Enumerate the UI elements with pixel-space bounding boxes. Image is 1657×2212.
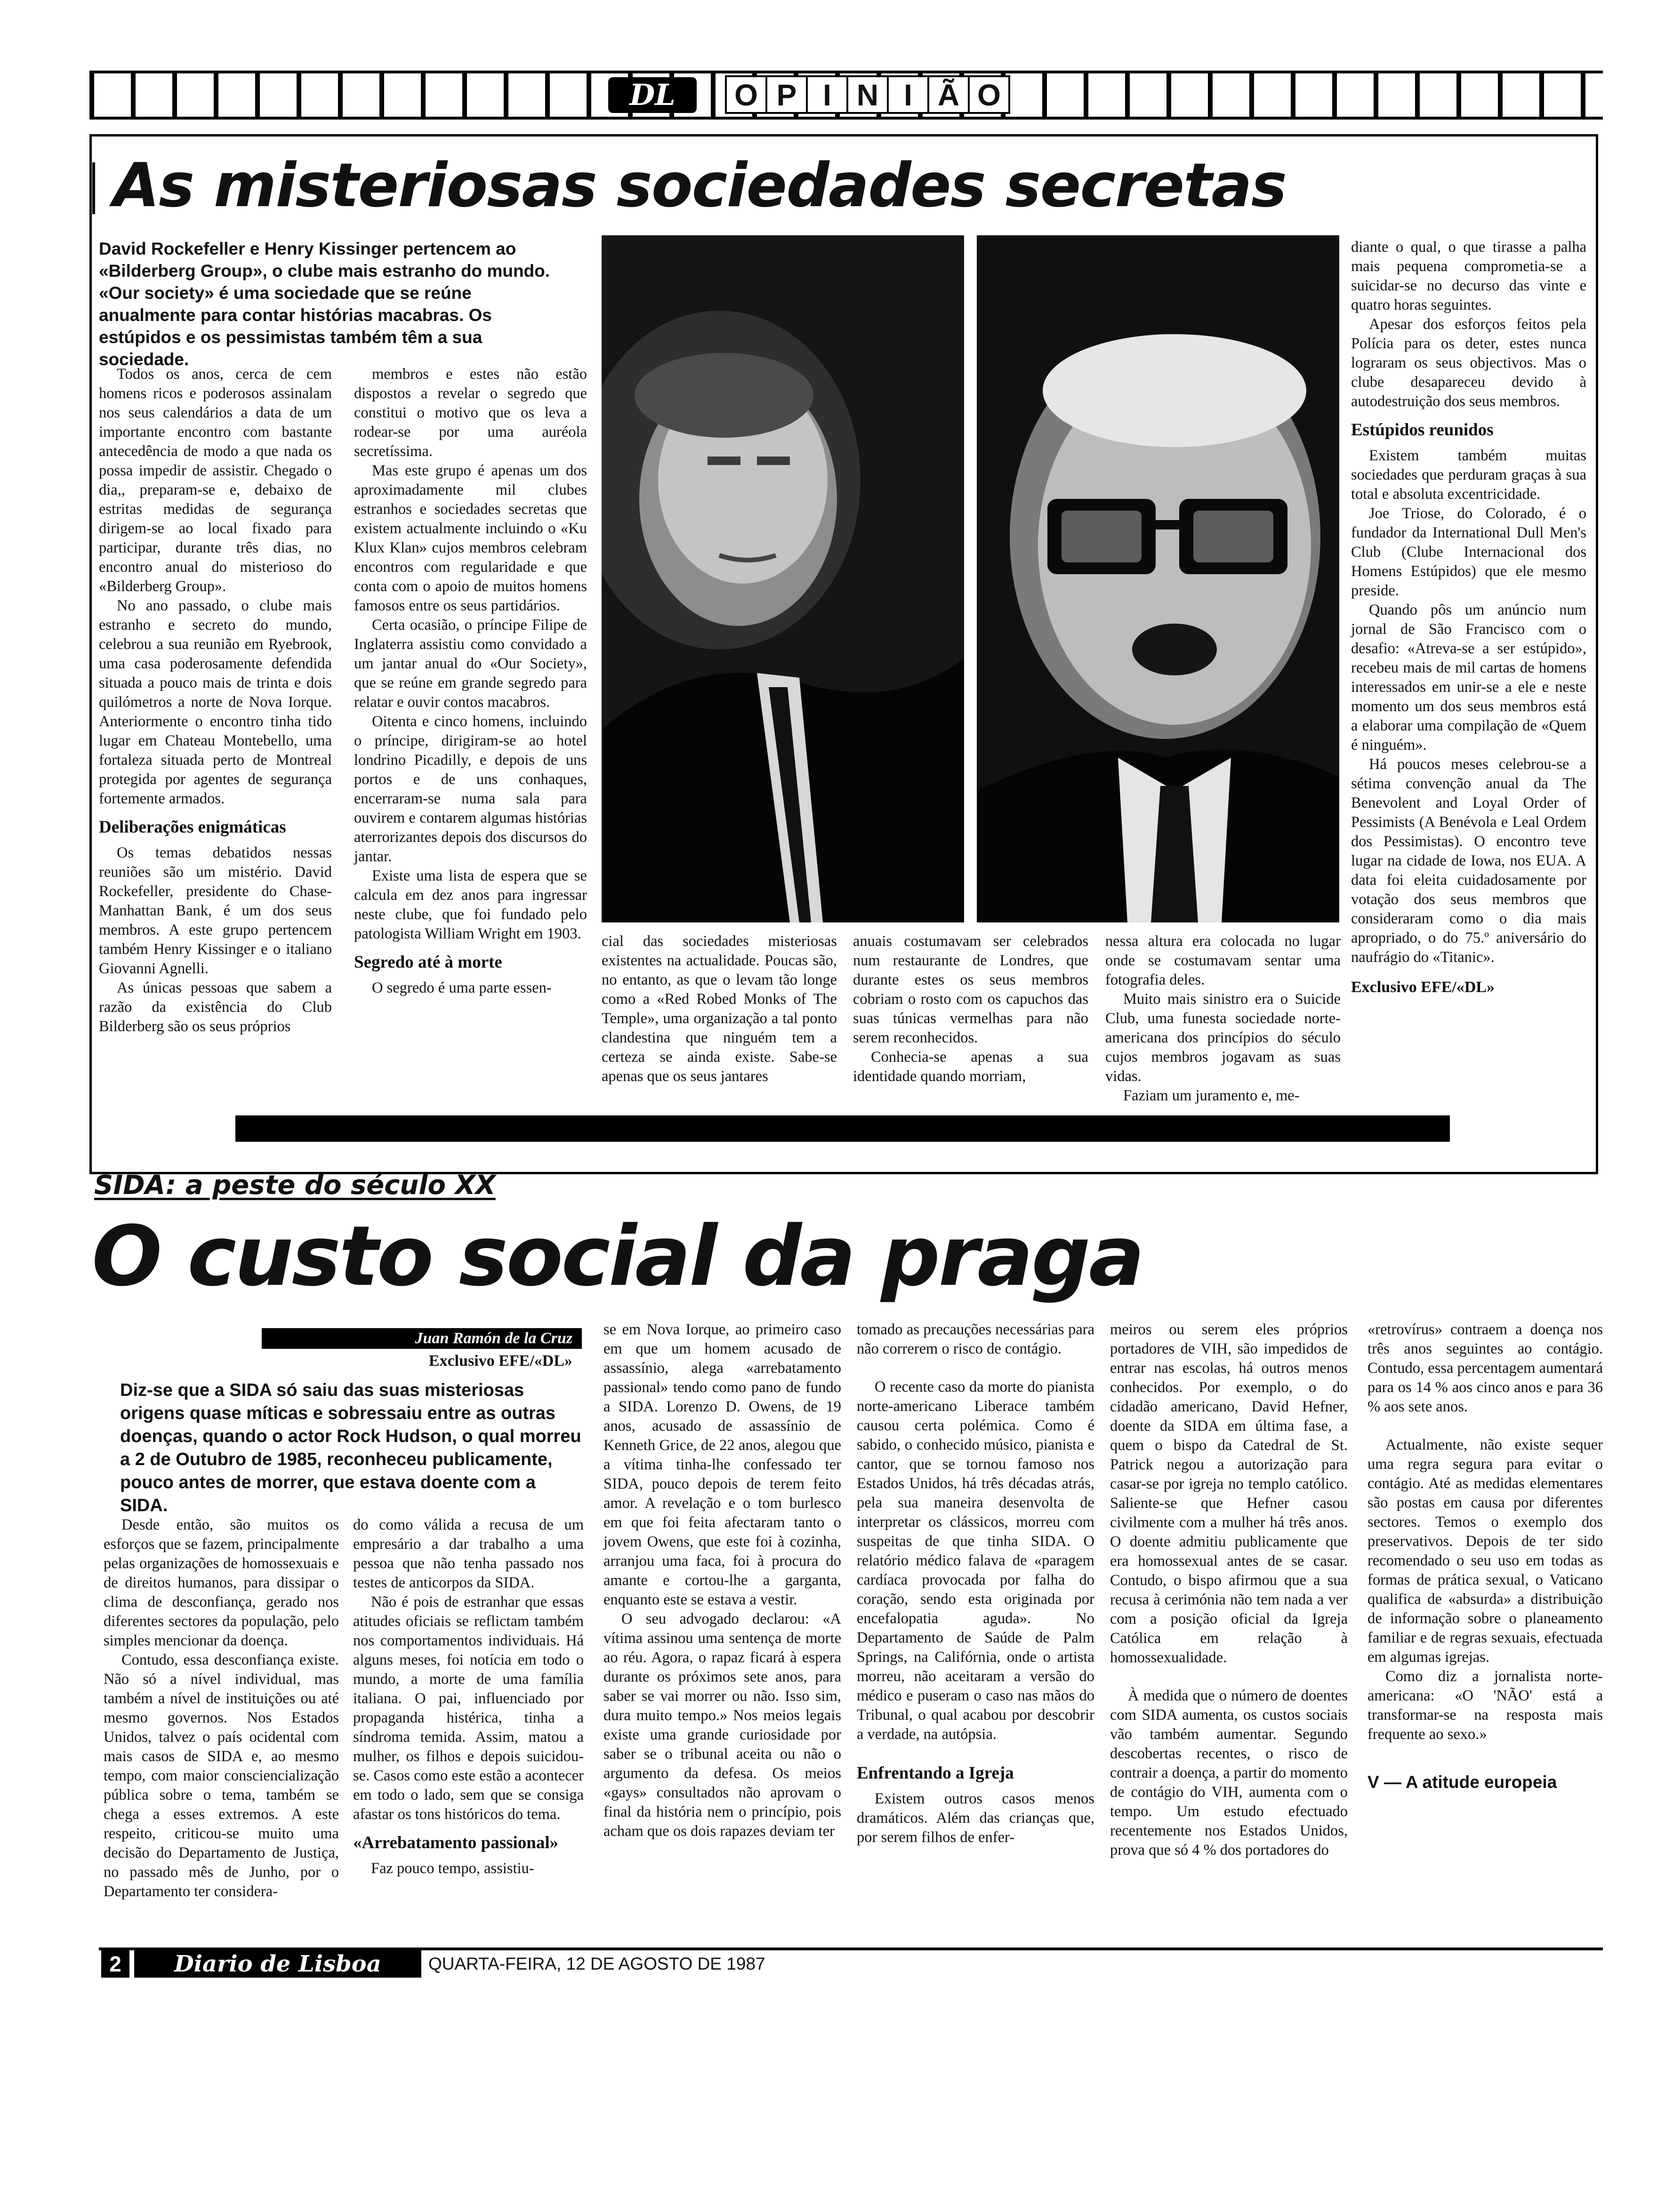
kissinger-portrait-icon xyxy=(977,235,1339,922)
article2-lead: Diz-se que a SIDA só saiu das suas misteriosas origens quase míticas e sobressaiu entre as outras doenças, quando o actor Rock Hudson, o qual morreu a 2 de Outubro de 1985, reconheceu publicamente, pouco antes de morrer, que estava doente com a SIDA. xyxy=(120,1380,581,1515)
paragraph: do como válida a recusa de um empresário a dar trabalho a uma pessoa que não tenha passado nos testes de anticorpos da SIDA. xyxy=(353,1516,584,1591)
byline-author: Juan Ramón de la Cruz xyxy=(415,1330,572,1347)
article2-kicker: SIDA: a peste do século XX xyxy=(94,1170,496,1201)
paragraph: meiros ou serem eles próprios portadores de VIH, são impedidos de entrar nas escolas, há outros menos conhecidos. Por exemplo, o do cidadão americano, David Hefner, doente da SIDA em última fase, a quem o bispo da Catedral de St. Patrick negou a autorização para casar-se por igreja no templo católico. Saliente-se que Hefner casou civilmente com a mulher há três anos. O doente admitiu publicamente que era homossexual antes de se casar. Contudo, o bispo afirmou que a sua recusa à cerimónia não tem nada a ver com a posição oficial da Igreja Católica em relação à homossexualidade. xyxy=(1110,1321,1348,1666)
paragraph: anuais costumavam ser celebrados num restaurante de Londres, que durante estes os seus membros cobriam o rosto com os capuchos das suas túnicas vermelhas para não serem reconhecidos. xyxy=(853,933,1088,1046)
rockefeller-portrait-icon xyxy=(602,235,964,922)
section-letter: Ã xyxy=(927,75,968,114)
paragraph: Desde então, são muitos os esforços que se fazem, principalmente pelas organizações de homossexuais e de direitos humanos, para dissipar o clima de desconfiança, gerado nos diferentes sectores da população, pelo simples mencionar da doença. xyxy=(104,1516,339,1649)
section-letter: I xyxy=(887,75,927,114)
article1-column-6 xyxy=(1351,238,1586,997)
article2-column-2 xyxy=(353,1515,584,1878)
paragraph: No ano passado, o clube mais estranho e secreto do mundo, celebrou a sua reunião em Ryebrook, uma casa poderosamente defendida situada a pouco mais de trinta e dois quilómetros a norte de Nova Iorque. Anteriormente o encontro tinha tido lugar em Chateau Montebello, uma fortaleza situada perto de Montreal protegida por agentes de segurança fortemente armados. xyxy=(99,597,332,807)
article1-title: As misteriosas sociedades secretas xyxy=(113,151,1286,221)
article1-bottom-bar xyxy=(235,1115,1450,1142)
subheading: «Arrebatamento passional» xyxy=(353,1833,559,1852)
paragraph: Faz pouco tempo, assistiu- xyxy=(371,1860,534,1877)
paragraph: Quando pôs um anúncio num jornal de São Francisco com o desafio: «Atreva-se a ser estúpido», recebeu mais de mil cartas de homens interessados em unir-se a ele e neste momento um dos seus membros está a elaborar uma compilação de «Quem é ninguém». xyxy=(1351,601,1586,753)
article1-column-5 xyxy=(1105,932,1341,1106)
article1-lead: David Rockefeller e Henry Kissinger pertencem ao «Bilderberg Group», o clube mais estranho do mundo. «Our society» é uma sociedade que se reúne anualmente para contar histórias macabras. Os estúpidos e os pessimistas também têm a sua sociedade. xyxy=(99,239,550,369)
article1-column-3 xyxy=(602,932,837,1086)
paragraph: Há poucos meses celebrou-se a sétima convenção anual da The Benevolent and Loyal Order of Pessimists (A Benévola e Leal Ordem dos Pessimistas). O encontro teve lugar na cidade de Iowa, nos EUA. A data foi eleita cuidadosamente por votação dos seus membros que consideraram como o dia mais apropriado, o do 75.º aniversário do naufrágio do «Titanic». xyxy=(1351,756,1586,966)
photo-david-rockefeller xyxy=(602,235,964,922)
header-logo: DL xyxy=(608,77,697,113)
paragraph: O recente caso da morte do pianista norte-americano Liberace também causou certa polémica. Como é sabido, o conhecido músico, pianista e cantor, que se tornou famoso nos Estados Unidos, há três décadas atrás, pela sua maneira desenvolta de interpretar os clássicos, morreu com suspeitas de que tinha SIDA. O relatório médico falava de «paragem cardíaca provocada por falha do coração, sendo esta originada por encefalopatia aguda». No Departamento de Saúde de Palm Springs, na Califórnia, onde o artista morreu, não aceitaram a versão do médico e puseram o caso nas mãos do Tribunal, o qual acabou por descobrir a verdade, na autópsia. xyxy=(857,1378,1094,1743)
article2-column-3 xyxy=(603,1320,841,1841)
paragraph: Como diz a jornalista norte-americana: «O 'NÃO' está a transformar-se na resposta mais frequente ao sexo.» xyxy=(1367,1668,1603,1743)
article1-title-rule xyxy=(92,162,95,214)
section-letter: O xyxy=(725,75,765,114)
paragraph: As únicas pessoas que sabem a razão da existência do Club Bilderberg são os seus próprios xyxy=(99,979,332,1035)
subheading: Enfrentando a Igreja xyxy=(857,1763,1014,1783)
article2-column-1 xyxy=(104,1515,339,1901)
paragraph: membros e estes não estão dispostos a revelar o segredo que constitui o motivo que os leva a rodear-se por uma auréola secretíssima. xyxy=(354,366,587,460)
subheading: Segredo até à morte xyxy=(354,953,502,972)
footer-masthead: Diario de Lisboa xyxy=(134,1950,421,1978)
section-title-opiniao xyxy=(725,75,1010,114)
subheading: Deliberações enigmáticas xyxy=(99,817,286,837)
footer-date: QUARTA-FEIRA, 12 DE AGOSTO DE 1987 xyxy=(428,1954,765,1973)
section-letter: N xyxy=(846,75,887,114)
paragraph: cial das sociedades misteriosas existentes na actualidade. Poucas são, no entanto, as que o levam tão longe como a «Red Robed Monks of The Temple», uma organização a tal ponto clandestina que ninguém tem a certeza se ainda existe. Sabe-se apenas que os seus jantares xyxy=(602,933,837,1085)
paragraph: Contudo, essa desconfiança existe. Não só a nível individual, mas também a nível de instituições ou até mesmo governos. Nos Estados Unidos, talvez o país ocidental com mais casos de SIDA e, ao mesmo tempo, com maior consciencialização pública sobre o tema, também se chega a esses extremos. A este respeito, criticou-se muito uma decisão do Departamento de Justiça, no passado mês de Junho, por o Departamento ter considera- xyxy=(104,1651,339,1900)
paragraph: O segredo é uma parte essen- xyxy=(372,979,552,996)
paragraph: Existem também muitas sociedades que perduram graças à sua total e absoluta excentricidade. xyxy=(1351,447,1586,503)
article1-credit: Exclusivo EFE/«DL» xyxy=(1351,978,1495,996)
article2-column-6 xyxy=(1367,1320,1603,1792)
section-letter: I xyxy=(806,75,846,114)
paragraph: Todos os anos, cerca de cem homens ricos e poderosos assinalam nos seus calendários a data de um importante encontro com bastante antecedência de modo a que nada os possa impedir de assistir. Chegado o dia,, preparam-se e, debaixo de estritas medidas de segurança dirigem-se ao local fixado para participar, durante três dias, no encontro anual do misterioso do «Bilderberg Group». xyxy=(99,366,332,595)
paragraph: Mas este grupo é apenas um dos aproximadamente mil clubes estranhos e sociedades secretas que existem actualmente incluindo o «Ku Klux Klan» cujos membros celebram encontros com regularidade e que conta com o apoio de muitos homens famosos entre os seus partidários. xyxy=(354,462,587,614)
paragraph: nessa altura era colocada no lugar onde se costumavam sentar uma fotografia deles. xyxy=(1105,933,1341,988)
paragraph: Existem outros casos menos dramáticos. Além das crianças que, por serem filhos de enfer- xyxy=(857,1790,1094,1846)
paragraph: O seu advogado declarou: «A vítima assinou uma sentença de morte ao réu. Agora, o rapaz ficará à espera durante os próximos sete anos, para saber se vai morrer ou não. Isso sim, dura muito tempo.» Nos meios legais existe uma grande curiosidade por saber se o tribunal aceita ou não o argumento da defesa. Os meios «gays» consultados não aprovam o final da história nem o princípio, pois acham que os dois rapazes deviam ter xyxy=(603,1611,841,1840)
article1-column-4 xyxy=(853,932,1088,1086)
article2-column-5 xyxy=(1110,1320,1348,1860)
paragraph: Muito mais sinistro era o Suicide Club, uma funesta sociedade norte-americana dos princípios do século cujos membros jogavam as suas vidas. xyxy=(1105,991,1341,1085)
paragraph: «retrovírus» contraem a doença nos três anos seguintes ao contágio. Contudo, essa percentagem aumentará para os 14 % aos cinco anos e para 36 % aos sete anos. xyxy=(1367,1321,1603,1415)
paragraph: se em Nova Iorque, ao primeiro caso em que um homem acusado de assassínio, alega «arrebatamento passional» tendo como pano de fundo a SIDA. Lorenzo D. Owens, de 19 anos, acusado de assassínio de Kenneth Grice, de 22 anos, alegou que a vítima tinha-lhe confessado ter SIDA, pouco depois de terem feito amor. A revelação e o tom burlesco em que foi feita afectaram tanto o jovem Owens, que este foi à cozinha, arranjou uma faca, foi à procura do amante e cortou-lhe a garganta, enquanto este se estava a vestir. xyxy=(603,1321,841,1608)
paragraph: Os temas debatidos nessas reuniões são um mistério. David Rockefeller, presidente do Chase-Manhattan Bank, é um dos seus membros. A este grupo pertencem também Henry Kissinger e o italiano Giovanni Agnelli. xyxy=(99,844,332,977)
paragraph: Existe uma lista de espera que se calcula em dez anos para ingressar neste clube, que foi fundado pelo patologista William Wright em 1903. xyxy=(354,867,587,942)
paragraph: À medida que o número de doentes com SIDA aumenta, os custos sociais vão também aumentar. Segundo descobertas recentes, o risco de contrair a doença, a partir do momento de contágio do VIH, aumenta com o tempo. Um estudo efectuado recentemente nos Estados Unidos, prova que só 4 % dos portadores do xyxy=(1110,1687,1348,1859)
article1-column-2 xyxy=(354,365,587,998)
subheading: Estúpidos reunidos xyxy=(1351,420,1494,440)
section-letter: O xyxy=(968,75,1010,114)
paragraph: Joe Triose, do Colorado, é o fundador da International Dull Men's Club (Clube Internacional dos Homens Estúpidos) que ele mesmo preside. xyxy=(1351,505,1586,599)
paragraph: Actualmente, não existe sequer uma regra segura para evitar o contágio. Até as medidas elementares são postas em causa por diferentes sectores. Temos o exemplo dos preservativos. Depois de ter sido recomendado o seu uso em todas as formas de prática sexual, o Vaticano qualifica de «absurda» a distribuição de informação sobre o planeamento familiar e de regras sexuais, efectuada em algumas igrejas. xyxy=(1367,1436,1603,1666)
paragraph: Conhecia-se apenas a sua identidade quando morriam, xyxy=(853,1049,1088,1085)
section-letter: P xyxy=(765,75,806,114)
paragraph: Apesar dos esforços feitos pela Polícia para os deter, estes nunca lograram os seus objectivos. Mas o clube desapareceu devido à autodestruição dos seus membros. xyxy=(1351,316,1586,410)
article1-column-1 xyxy=(99,365,332,1036)
paragraph: Faziam um juramento e, me- xyxy=(1123,1087,1300,1104)
paragraph: Não é pois de estranhar que essas atitudes oficiais se reflictam também nos comportamentos individuais. Há alguns meses, foi notícia em todo o mundo, a morte de uma família italiana. O pai, influenciado por propaganda histérica, tinha a síndroma temida. Assim, matou a mulher, os filhos e depois suicidou-se. Casos como este estão a acontecer em todo o lado, sem que se consiga afastar os tons históricos do tema. xyxy=(353,1594,584,1823)
paragraph: tomado as precauções necessárias para não correrem o risco de contágio. xyxy=(857,1321,1094,1357)
article2-title: O custo social da praga xyxy=(92,1208,1143,1305)
page-number: 2 xyxy=(101,1950,129,1978)
paragraph: Certa ocasião, o príncipe Filipe de Inglaterra assistiu como convidado a um jantar anual do «Our Society», que se reúne em grande segredo para relatar e ouvir contos macabros. xyxy=(354,617,587,711)
paragraph: Oitenta e cinco homens, incluindo o príncipe, dirigiram-se ao hotel londrino Picadilly, e depois de uns portos e de uns conhaques, encerraram-se numa sala para ouvirem e contarem algumas histórias aterrorizantes depois dos discursos do jantar. xyxy=(354,713,587,865)
paragraph: diante o qual, o que tirasse a palha mais pequena comprometia-se a suicidar-se no decurso das vinte e quatro horas seguintes. xyxy=(1351,239,1586,313)
series-next-part: V — A atitude europeia xyxy=(1367,1772,1557,1792)
byline-credit: Exclusivo EFE/«DL» xyxy=(428,1352,572,1370)
article2-column-4 xyxy=(857,1320,1094,1847)
photo-henry-kissinger xyxy=(977,235,1339,922)
